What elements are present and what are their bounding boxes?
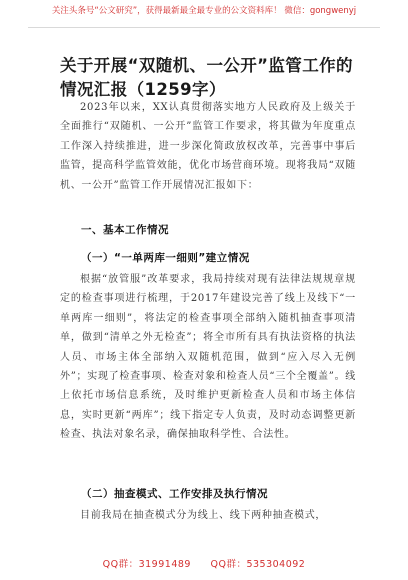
qq-group-2: QQ群：535304092 [210, 559, 306, 570]
promo-banner: 关注头条号“公文研究”，获得最新最全最专业的公文资料库！ 微信：gongwenyj [51, 6, 357, 16]
subsection-heading-2: （二）抽查模式、工作安排及执行情况 [81, 488, 268, 500]
subsection-2-text: 目前我局在抽查模式分为线上、线下两种抽查模式， [80, 510, 327, 521]
section-heading-basic: 一、基本工作情况 [81, 224, 169, 236]
subsection-1-body [60, 270, 356, 445]
qq-group-1: QQ群：31991489 [102, 559, 191, 570]
subsection-heading-1: （一）“一单两库一细则”建立情况 [81, 252, 250, 264]
subsection-1-text: 根据“放管服”改革要求，我局持续对现有法律法规规章规定的检查事项进行梳理，于2017年建设完善了线上及线下“一单两库一细则”，将法定的检查事项全部纳入随机抽查事项清单，做到“清单之外无检查”；将全市所有具有执法资格的执法人员、市场主体全部纳入双随机范围，做到“应入尽入无例外”；实现了检查事项、检查对象和检查人员“三个全覆盖”。线上依托市场信息系统，及时维护更新检查人员和市场主体信息，实时更新“两库”；线下指定专人负责，及时动态调整更新检查、执法对象名录，确保抽取科学性、合法性。 [60, 274, 356, 441]
header-divider [28, 27, 380, 28]
footer-contact [0, 556, 408, 570]
intro-text: 2023年以来，XX认真贯彻落实地方人民政府及上级关于全面推行“双随机、一公开”监管工作要求，将其做为年度重点工作深入持续推进，进一步深化简政放权改革，完善事中事后监管，提高科学监管效能，优化市场营商环境。现将我局“双随机、一公开”监管工作开展情况汇报如下： [60, 102, 356, 191]
subsection-2-body [60, 506, 356, 525]
document-title: 关于开展“双随机、一公开”监管工作的情况汇报（1259字） [60, 56, 353, 99]
intro-paragraph [60, 98, 356, 195]
